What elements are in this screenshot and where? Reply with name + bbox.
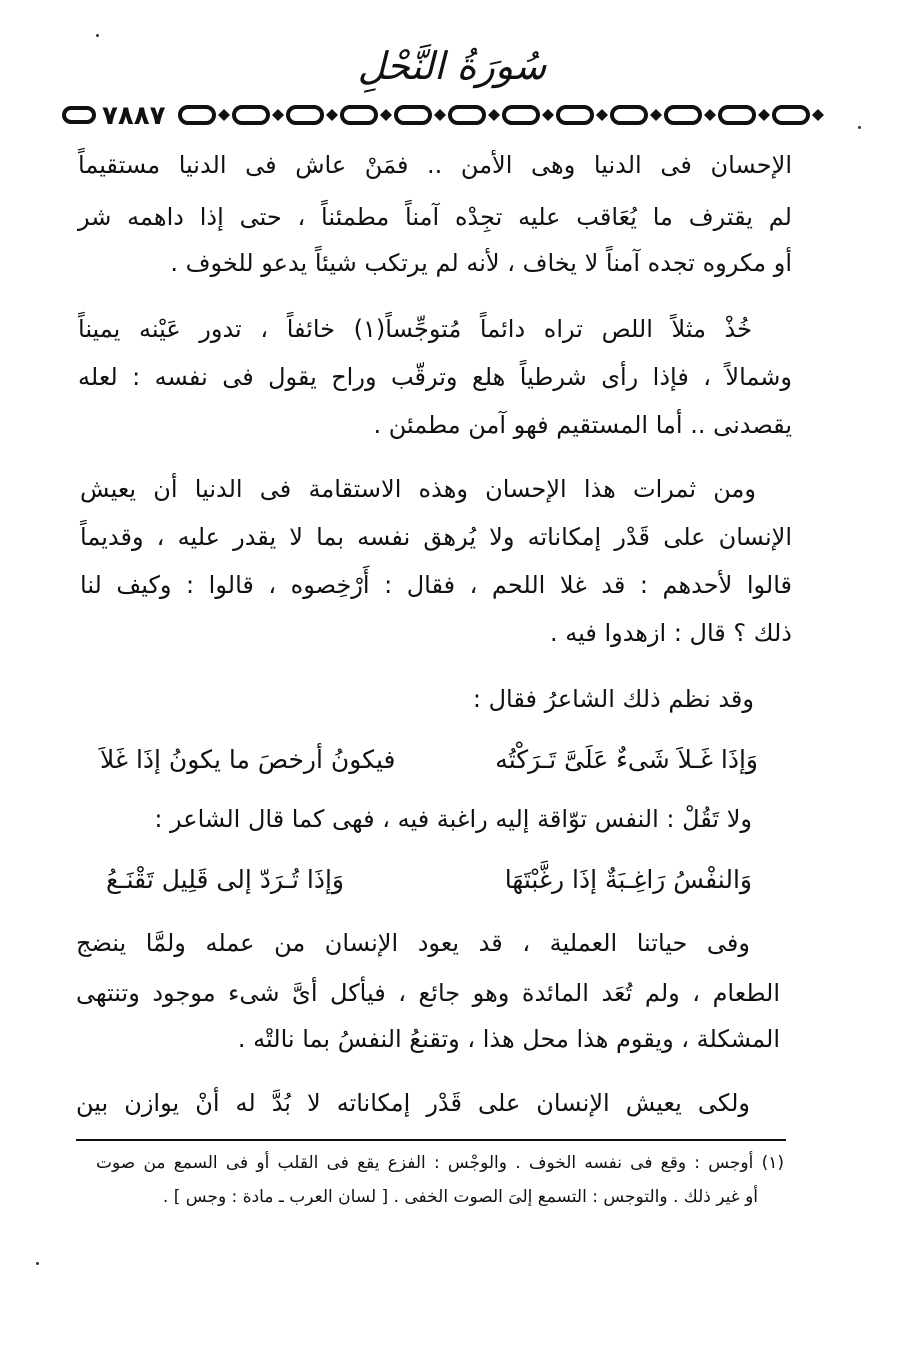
chain-ornament-icon [60,96,830,136]
verse-1-second-hemistich: فيكونُ أرخصَ ما يكونُ إذَا غَلاَ [100,745,396,774]
chain-link [612,107,646,123]
text-line: ومن ثمرات هذا الإحسان وهذه الاستقامة فى الدنيا أن يعيش [80,475,756,503]
chain-link [558,107,592,123]
surah-title: سُورَةُ النَّحْلِ [357,44,547,88]
chain-diamond [326,109,338,121]
scan-speck [36,1262,39,1265]
scan-speck [96,34,99,37]
text-line: خُذْ مثلاً اللص تراه دائماً مُتوجِّساً(١) خائفاً ، تدور عَيْنه يميناً [78,315,752,343]
chain-link [234,107,268,123]
text-line: يقصدنى .. أما المستقيم فهو آمن مطمئن . [373,411,792,439]
chain-diamond [272,109,284,121]
text-line: أو مكروه تجده آمناً لا يخاف ، لأنه لم يرتكب شيئاً يدعو للخوف . [170,249,792,277]
chain-link [504,107,538,123]
verse-1-first-hemistich: وَإذَا غَـلاَ شَىءٌ عَلَىَّ تَـرَكْتُه [495,745,758,774]
chain-link [288,107,322,123]
text-line: الطعام ، ولم تُعَد المائدة وهو جائع ، فيأكل أىَّ شىء موجود وتنتهى [76,979,780,1007]
verse-2-second-hemistich: وَإذَا تُـرَدّ إلى قَلِيل تَقْنَـعُ [106,865,344,894]
text-line: وقد نظم ذلك الشاعرُ فقال : [472,685,754,713]
chain-diamond [758,109,770,121]
footnote-line: أو غير ذلك . والتوجس : التسمع إلىَ الصوت الخفى . [ لسان العرب ـ مادة : وجس ] . [162,1187,758,1207]
chain-link [342,107,376,123]
chain-link [666,107,700,123]
text-line: لم يقترف ما يُعَاقب عليه تجِدْه آمناً مطمئناً ، حتى إذا داهمه شر [78,203,792,231]
text-line: ولا تَقُلْ : النفس توّاقة إليه راغبة فيه ، فهى كما قال الشاعر : [154,805,752,833]
footnote-line: (١) أوجس : وقع فى نفسه الخوف . والوجْس : الفزع يقع فى القلب أو فى السمع من صوت [96,1153,784,1173]
text-line: المشكلة ، ويقوم هذا محل هذا ، وتقنعُ النفسُ بما نالتْه . [237,1025,780,1053]
chain-diamond [380,109,392,121]
chain-diamond [704,109,716,121]
ornamental-chain-border [60,96,830,136]
chain-link [450,107,484,123]
footnote-divider [76,1139,786,1141]
chain-link [180,107,214,123]
text-line: الإحسان فى الدنيا وهى الأمن .. فمَنْ عاش فى الدنيا مستقيماً [78,151,792,179]
scan-speck [858,126,861,129]
text-line: قالوا لأحدهم : قد غلا اللحم ، فقال : أَرْخِصوه ، قالوا : وكيف لنا [80,571,792,599]
chain-diamond [218,109,230,121]
chain-link [64,108,94,122]
chain-diamond [812,109,824,121]
chain-link [396,107,430,123]
text-line: ولكى يعيش الإنسان على قَدْر إمكاناته لا بُدَّ له أنْ يوازن بين [76,1089,750,1117]
chain-diamond [488,109,500,121]
chain-diamond [650,109,662,121]
text-line: وفى حياتنا العملية ، قد يعود الإنسان من عمله ولمَّا ينضج [76,929,750,957]
chain-link [720,107,754,123]
chain-diamond [596,109,608,121]
chain-diamond [542,109,554,121]
page-number: ٧٨٨٧ [98,96,169,136]
chain-diamond [434,109,446,121]
text-line: وشمالاً ، فإذا رأى شرطياً هلع وترقّب وراح يقول فى نفسه : لعله [78,363,792,391]
verse-2-first-hemistich: وَالنفْسُ رَاغِـبَةٌ إذَا رغَّبْتَهَا [504,865,752,894]
text-line: الإنسان على قَدْر إمكاناته ولا يُرهق نفسه بما لا يقدر عليه ، وقديماً [80,523,792,551]
text-line: ذلك ؟ قال : ازهدوا فيه . [549,619,792,647]
chain-link [774,107,808,123]
